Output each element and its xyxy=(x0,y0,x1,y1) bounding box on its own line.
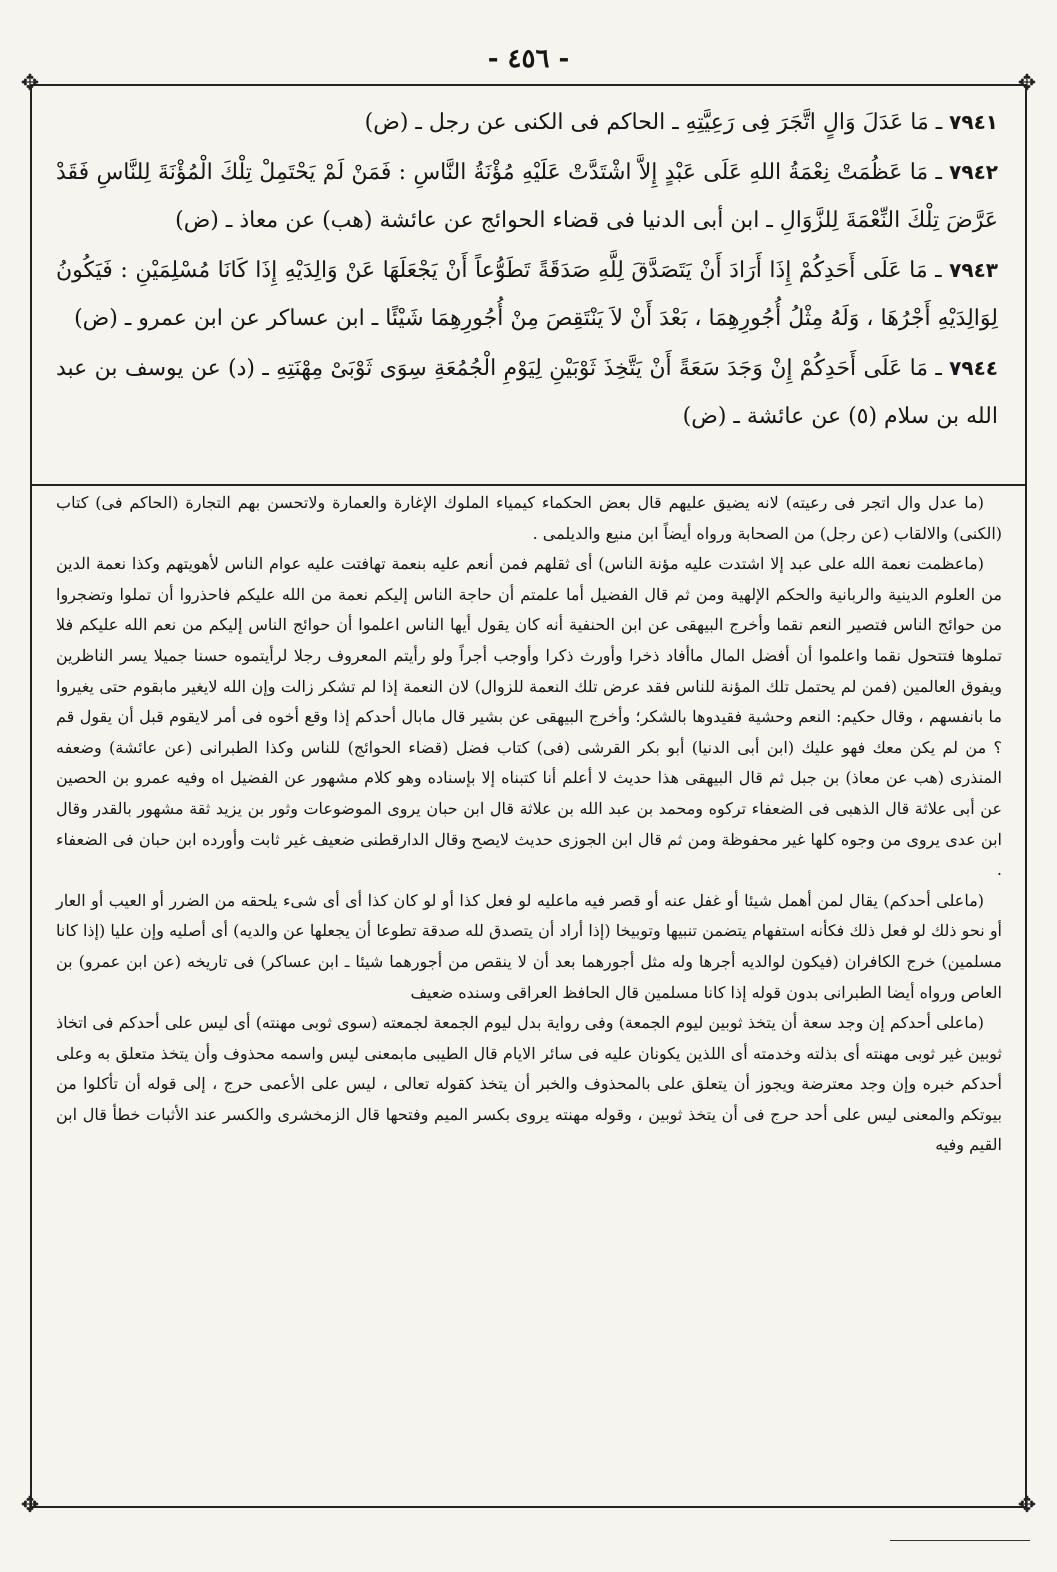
hadith-text: ـ مَا عَلَى أَحَدِكُمْ إِنْ وَجَدَ سَعَةً أَنْ يَتَّخِذَ ثَوْبَيْنِ لِيَوْمِ الْجُمُعَةِ سِوَى ثَوْبَىْ مِهْنَتِهِ ـ (د) عن يوسف بن عبد الله بن سلام (٥) عن عائشة ـ (ض) xyxy=(56,355,998,429)
commentary-paragraph: (ما عدل وال اتجر فى رعيته) لانه يضيق عليهم قال بعض الحكماء كيمياء الملوك الإغارة والعمارة ولاتحسن بهم التجارة (الحاكم فى) كتاب (الكنى) والالقاب (عن رجل) من الصحابة ورواه أيضاً ابن منيع والديلمى . xyxy=(56,493,1002,543)
frame-top-rule xyxy=(30,84,1027,86)
commentary-section xyxy=(56,488,1002,1161)
hadith-number: ٧٩٤٤ xyxy=(949,355,998,380)
hadith-entry xyxy=(56,98,998,148)
hadith-text: ـ مَا عَدَلَ وَالٍ اتَّجَرَ فِى رَعِيَّتِهِ ـ الحاكم فى الكنى عن رجل ـ (ض) xyxy=(364,110,943,135)
hadith-entry xyxy=(56,246,998,344)
hadith-number: ٧٩٤٣ xyxy=(949,257,998,282)
commentary-paragraph: (ماعلى أحدكم) يقال لمن أهمل شيئا أو غفل عنه أو قصر فيه ماعليه لو فعل كذا أو لو كان كذا أى أى شىء يلحقه من الضرر أو العيب أو العار أو نحو ذلك لو فعل ذلك فكأنه استفهام يتضمن تنبيها وتوبيخا (إذا أراد أن يتصدق لله صدقة تطوعا أن يجعلها عن والديه) أى أصليه وإن عليا (إذا كانا مسلمين) خرج الكافران (فيكون لوالديه أجرها وله مثل أجورهما بعد أن لا ينقص من أجورهما شيئا ـ ابن عساكر) فى تاريخه (عن ابن عمرو) بن العاص ورواه أيضا الطبرانى بدون قوله إذا كانا مسلمين قال الحافظ العراقى وسنده ضعيف xyxy=(56,890,1003,1002)
corner-ornament-icon: ✥ xyxy=(20,1493,40,1518)
section-divider xyxy=(32,484,1025,486)
hadith-entry xyxy=(56,344,998,442)
commentary-paragraph: (ماعلى أحدكم إن وجد سعة أن يتخذ ثوبين ليوم الجمعة) وفى رواية بدل ليوم الجمعة لجمعته (سوى ثوبى مهنته) أى ليس على أحدكم فى اتخاذ ثوبين غير ثوبى مهنته أى بذلته وخدمته أى اللذين يكونان عليه فى سائر الايام قال الطيبى مابمعنى ليس واسمه محذوف وأن يتخذ متعلق به وعلى أحدكم خبره وإن وجد معترضة ويجوز أن يتعلق على بالمحذوف والخبر أن يتخذ كقوله تعالى ، ليس على الأعمى حرج ، إلى قوله أن تأكلوا من بيوتكم والمعنى ليس على أحد حرج فى أن يتخذ ثوبين ، وقوله مهنته يروى بكسر الميم وفتحها قال الزمخشرى والكسر عند الأثبات خطأ قال ابن القيم وفيه xyxy=(56,1013,1002,1155)
corner-ornament-icon: ✥ xyxy=(20,71,40,96)
hadith-entry xyxy=(56,148,998,246)
corner-ornament-icon: ✥ xyxy=(1017,71,1037,96)
page-number: - ٤٥٦ - xyxy=(487,44,570,74)
commentary-paragraph: (ماعظمت نعمة الله على عبد إلا اشتدت عليه مؤنة الناس) أى ثقلهم فمن أنعم عليه بنعمة تهافتت عليه عوام الناس لأهويتهم وكذا نعمة الدين من العلوم الدينية والربانية والحكم الإلهية ومن ثم قال الفضيل أما علمتم أن حاجة الناس إليكم نعمة من الله عليكم فاحذروا أن تملوا وتضجروا من حوائج الناس فتصير النعم نقما وأخرج البيهقى عن ابن الحنفية أنه كان يقول أيها الناس اعلموا أن حوائج الناس إليكم من نعم الله عليكم فلا تملوها فتتحول نقما واعلموا أن أفضل المال ماأفاد ذخرا وأورث ذكرا وأوجب أجراً ولو رأيتم المعروف رجلا لرأيتموه حسنا جميلا يسر الناظرين ويفوق العالمين (فمن لم يحتمل تلك المؤنة للناس فقد عرض تلك النعمة للزوال) لان النعمة إذا لم تشكر زالت وإن الله لايغير مابقوم حتى يغيروا ما بانفسهم ، وقال حكيم: النعم وحشية فقيدوها بالشكر؛ وأخرج البيهقى عن بشير قال مابال أحدكم إذا وقع أخوه فى أمر لايقوم قبل أن يقول قم ؟ من لم يكن معك فهو عليك (ابن أبى الدنيا) أبو بكر القرشى (فى) كتاب فضل (قضاء الحوائج) للناس وكذا الطبرانى (عن عائشة) وضعفه المنذرى (هب عن معاذ) بن جبل ثم قال البيهقى هذا حديث لا أعلم أنا كتبناه إلا بإسناده وهو كلام مشهور عن الفضيل اه وفيه عمرو بن الحصين عن أبى علاثة قال الذهبى فى الضعفاء تركوه ومحمد بن عبد الله بن علاثة قال ابن حبان يروى الموضوعات وثور بن يزيد ثقة مشهور بالقدر وقال ابن عدى يروى من وجوه كلها غير محفوظة ومن ثم قال ابن الجوزى حديث لايصح وقال الدارقطنى ضعيف غير ثابت وأورده ابن حبان فى الضعفاء . xyxy=(56,554,1002,880)
frame-bottom-rule xyxy=(30,1506,1027,1508)
hadith-number: ٧٩٤١ xyxy=(949,110,998,134)
corner-ornament-icon: ✥ xyxy=(1017,1493,1037,1518)
hadith-text: ـ مَا عَلَى أَحَدِكُمْ إِذَا أَرَادَ أَنْ يَتَصَدَّقَ لِلَّهِ صَدَقَةً تَطَوُّعاً أَنْ يَجْعَلَهَا عَنْ وَالِدَيْهِ إِذَا كَانَا مُسْلِمَيْنِ : فَيَكُونُ لِوَالِدَيْهِ أَجْرُهَا ، وَلَهُ مِثْلُ أُجُورِهِمَا ، بَعْدَ أَنْ لاَ يَنْتَقِصَ مِنْ أُجُورِهِمَا شَيْئًا ـ ابن عساكر عن ابن عمرو ـ (ض) xyxy=(56,257,998,331)
footer-rule xyxy=(890,1540,1030,1541)
hadith-number: ٧٩٤٢ xyxy=(949,159,998,184)
hadith-section xyxy=(56,98,998,442)
hadith-text: ـ مَا عَظُمَتْ نِعْمَةُ اللهِ عَلَى عَبْدٍ إِلاَّ اشْتَدَّتْ عَلَيْهِ مُؤْنَةُ النَّاسِ : فَمَنْ لَمْ يَحْتَمِلْ تِلْكَ الْمُؤْنَةَ لِلنَّاسِ فَقَدْ عَرَّضَ تِلْكَ النِّعْمَةَ لِلزَّوَالِ ـ ابن أبى الدنيا فى قضاء الحوائج عن عائشة (هب) عن معاذ ـ (ض) xyxy=(56,159,998,233)
